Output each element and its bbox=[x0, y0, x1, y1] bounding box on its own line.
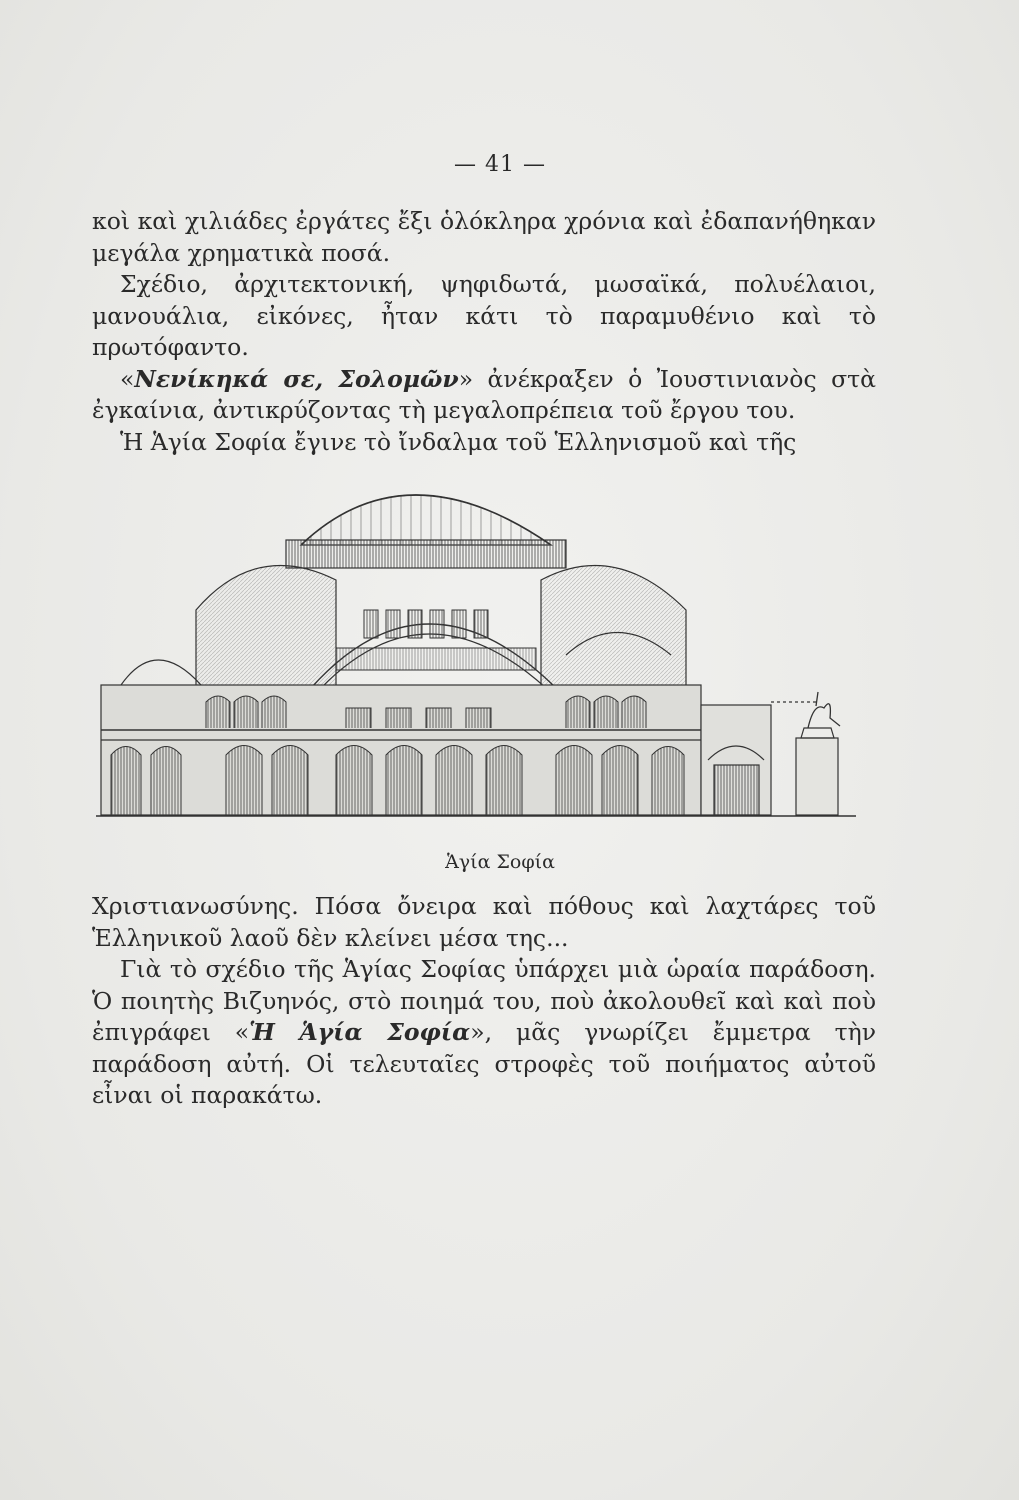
paragraph bbox=[92, 427, 876, 459]
paragraph-text: « bbox=[120, 364, 135, 393]
paragraph bbox=[92, 891, 876, 954]
paragraph-text: Χριστιανωσύνης. Πόσα ὄνειρα καὶ πόθους καὶ λαχτάρες τοῦ Ἑλληνικοῦ λαοῦ δὲν κλείνει μέσα της... bbox=[92, 892, 876, 952]
hagia-sophia-illustration bbox=[96, 470, 876, 830]
emphasized-text: Ἡ Ἁγία Σοφία bbox=[249, 1018, 471, 1046]
paragraph bbox=[92, 269, 876, 364]
paragraph-text: κοὶ καὶ χιλιάδες ἐργάτες ἔξι ὁλόκληρα χρόνια καὶ ἐδαπανήθηκαν μεγάλα χρηματικὰ ποσά. bbox=[92, 207, 876, 267]
paragraph-text: », μᾶς γνωρίζει ἔμμετρα τὴν παράδοση αὐτή. Οἱ τελευταῖες στροφὲς τοῦ ποιήματος αὐτοῦ εἶναι οἱ παρακάτω. bbox=[92, 1018, 877, 1109]
paragraph bbox=[92, 954, 876, 1112]
paragraph-text: Σχέδιο, ἀρχιτεκτονική, ψηφιδωτά, μωσαϊκά, πολυέλαιοι, μανουάλια, εἰκόνες, ἦταν κάτι τὸ παραμυθένιο καὶ τὸ πρωτόφαντο. bbox=[92, 270, 876, 361]
emphasized-text: Νενίκηκά σε, Σολομῶν bbox=[134, 364, 459, 393]
paragraph-text: Ἡ Ἁγία Σοφία ἔγινε τὸ ἴνδαλμα τοῦ Ἑλληνισμοῦ καὶ τῆς bbox=[120, 427, 797, 456]
paragraph bbox=[92, 206, 876, 269]
text-block-bottom bbox=[92, 891, 876, 1112]
paragraph-text: Γιὰ τὸ σχέδιο τῆς Ἁγίας Σοφίας ὑπάρχει μιὰ ὡραία παράδοση. Ὁ ποιητὴς Βιζυηνός, στὸ ποιημά του, ποὺ ἀκολουθεῖ καὶ καὶ ποὺ ἐπιγράφει « bbox=[92, 955, 876, 1046]
hagia-sophia-drawing bbox=[96, 470, 876, 830]
paragraph-text: » ἀνέκραξεν ὁ Ἰουστινιανὸς στὰ ἐγκαίνια, ἀντικρύζοντας τὴ μεγαλοπρέπεια τοῦ ἔργου του. bbox=[92, 364, 876, 424]
paragraph bbox=[92, 364, 876, 427]
text-block-top bbox=[92, 206, 876, 458]
figure-caption: Ἁγία Σοφία bbox=[445, 851, 555, 873]
page-number: — 41 — bbox=[454, 152, 546, 177]
